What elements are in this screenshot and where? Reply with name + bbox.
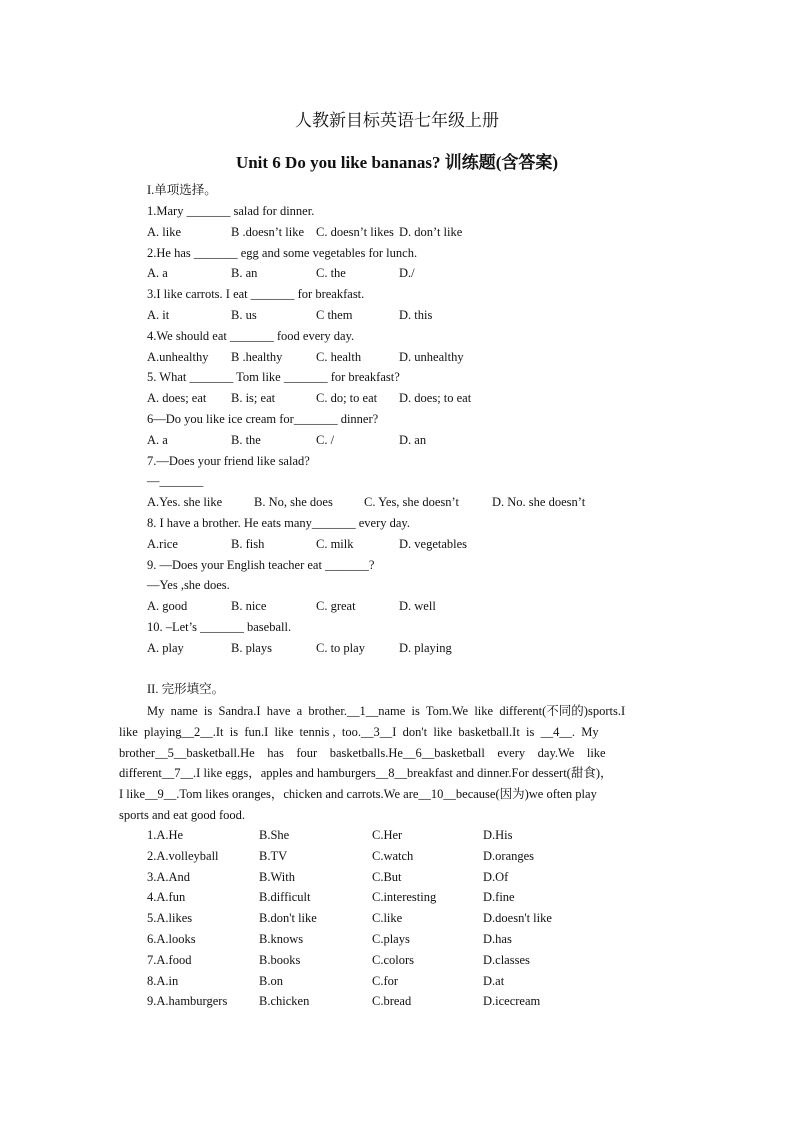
question-6-option-c: C. / — [316, 432, 335, 447]
question-5-option-a: A. does; eat — [147, 391, 207, 406]
cloze-3-option-d: D.Of — [483, 869, 509, 884]
question-8-option-c: C. milk — [316, 536, 354, 551]
question-4-option-a: A.unhealthy — [147, 349, 209, 364]
question-5-option-c: C. do; to eat — [316, 391, 378, 406]
section2-heading: II. 完形填空。 — [147, 682, 225, 696]
cloze-4-option-d: D.fine — [483, 890, 515, 905]
cloze-8-option-a: 8.A.in — [147, 973, 179, 988]
cloze-9-option-d: D.icecream — [483, 994, 541, 1009]
question-9-option-c: C. great — [316, 599, 356, 614]
question-7-option-d: D. No. she doesn’t — [492, 495, 586, 510]
question-3-option-a: A. it — [147, 308, 170, 322]
question-7-option-b: B. No, she does — [254, 495, 333, 510]
cloze-7-option-c: C.colors — [372, 952, 415, 967]
question-9-stem: 9. —Does your English teacher eat _______? — [147, 557, 375, 572]
cloze-8-option-c: C.for — [372, 973, 399, 988]
question-2-option-d: D./ — [399, 266, 415, 281]
cloze-9-option-b: B.chicken — [259, 994, 310, 1009]
question-3-option-b: B. us — [231, 308, 257, 322]
question-1-option-c: C. doesn’t likes — [316, 224, 394, 239]
question-5-stem: 5. What _______ Tom like _______ for breakfast? — [147, 370, 400, 385]
question-5-option-b: B. is; eat — [231, 391, 276, 406]
document-subtitle: Unit 6 Do you like bananas? 训练题(含答案) — [235, 153, 559, 172]
question-9-response: —Yes ,she does. — [147, 578, 230, 593]
passage-line: sports and eat good food. — [119, 808, 246, 822]
question-1-option-b: B .doesn’t like — [231, 224, 305, 239]
question-8-option-b: B. fish — [231, 536, 265, 551]
question-1-option-d: D. don’t like — [399, 224, 463, 239]
cloze-2-option-c: C.watch — [372, 848, 414, 863]
cloze-9-option-a: 9.A.hamburgers — [147, 994, 228, 1009]
passage-line: like playing__2__.It is fun.I like tennis , too.__3__I don't like basketball.It is __4__. My — [119, 724, 599, 739]
cloze-4-option-c: C.interesting — [372, 890, 437, 905]
cloze-6-option-b: B.knows — [259, 932, 304, 946]
question-8-stem: 8. I have a brother. He eats many_______ every day. — [147, 516, 410, 530]
question-8-option-a: A.rice — [147, 536, 178, 551]
question-2-option-c: C. the — [316, 266, 346, 281]
question-7-option-a: A.Yes. she like — [147, 495, 223, 510]
question-6-stem: 6—Do you like ice cream for_______ dinner? — [147, 412, 379, 426]
cloze-2-option-d: D.oranges — [483, 848, 535, 863]
question-4-option-b: B .healthy — [231, 349, 283, 364]
cloze-1-option-a: 1.A.He — [147, 828, 184, 842]
cloze-8-option-d: D.at — [483, 973, 505, 988]
cloze-2-option-a: 2.A.volleyball — [147, 848, 219, 863]
cloze-1-option-d: D.His — [483, 828, 513, 842]
question-8-option-d: D. vegetables — [399, 536, 468, 551]
question-1-option-a: A. like — [147, 224, 182, 239]
passage-line: brother__5__basketball.He has four basketballs.He__6__basketball every day.We like — [119, 745, 606, 760]
cloze-8-option-b: B.on — [259, 973, 283, 988]
question-9-option-b: B. nice — [231, 599, 267, 614]
question-10-stem: 10. –Let’s _______ baseball. — [147, 620, 292, 634]
question-3-stem: 3.I like carrots. I eat _______ for breakfast. — [147, 287, 365, 302]
cloze-5-option-a: 5.A.likes — [147, 911, 193, 926]
question-2-option-b: B. an — [231, 266, 258, 281]
question-3-option-d: D. this — [399, 308, 433, 322]
cloze-5-option-c: C.like — [372, 911, 403, 926]
question-5-option-d: D. does; to eat — [399, 391, 472, 406]
cloze-7-option-b: B.books — [259, 952, 301, 967]
cloze-4-option-b: B.difficult — [259, 890, 311, 905]
cloze-2-option-b: B.TV — [259, 848, 288, 863]
cloze-3-option-a: 3.A.And — [147, 869, 191, 884]
question-6-option-d: D. an — [399, 432, 427, 447]
question-6-option-b: B. the — [231, 432, 261, 447]
cloze-5-option-d: D.doesn't like — [483, 911, 552, 926]
question-2-stem: 2.He has _______ egg and some vegetables for lunch. — [147, 245, 418, 260]
question-4-stem: 4.We should eat _______ food every day. — [147, 328, 355, 343]
cloze-1-option-b: B.She — [259, 828, 290, 842]
question-3-option-c: C them — [316, 308, 353, 322]
passage-line: My name is Sandra.I have a brother.__1__name is Tom.We like different(不同的)sports.I — [147, 704, 626, 718]
question-7-option-c: C. Yes, she doesn’t — [364, 495, 459, 510]
question-7-response: —_______ — [147, 474, 204, 489]
question-7-stem: 7.—Does your friend like salad? — [147, 453, 310, 468]
document-title: 人教新目标英语七年级上册 — [295, 111, 499, 130]
question-4-option-c: C. health — [316, 349, 362, 364]
cloze-6-option-a: 6.A.looks — [147, 932, 196, 946]
cloze-7-option-a: 7.A.food — [147, 952, 192, 967]
question-6-option-a: A. a — [147, 432, 168, 447]
cloze-6-option-c: C.plays — [372, 932, 410, 946]
cloze-7-option-d: D.classes — [483, 952, 530, 967]
passage-line: I like__9__.Tom likes oranges，chicken and carrots.We are__10__because(因为)we often play — [119, 787, 597, 802]
cloze-3-option-c: C.But — [372, 869, 402, 884]
cloze-4-option-a: 4.A.fun — [147, 890, 186, 905]
question-2-option-a: A. a — [147, 266, 168, 281]
question-1-stem: 1.Mary _______ salad for dinner. — [147, 204, 315, 218]
question-4-option-d: D. unhealthy — [399, 349, 464, 364]
passage-line: different__7__.I like eggs，apples and hamburgers__8__breakfast and dinner.For dessert(甜食)， — [119, 766, 613, 781]
section1-heading: I.单项选择。 — [147, 183, 217, 197]
question-10-option-d: D. playing — [399, 640, 452, 655]
question-9-option-d: D. well — [399, 599, 436, 614]
question-10-option-b: B. plays — [231, 640, 272, 655]
question-10-option-c: C. to play — [316, 640, 365, 655]
cloze-6-option-d: D.has — [483, 932, 512, 946]
question-9-option-a: A. good — [147, 599, 188, 614]
cloze-9-option-c: C.bread — [372, 994, 412, 1009]
cloze-3-option-b: B.With — [259, 869, 295, 884]
cloze-1-option-c: C.Her — [372, 828, 403, 842]
cloze-5-option-b: B.don't like — [259, 911, 317, 926]
question-10-option-a: A. play — [147, 640, 184, 655]
